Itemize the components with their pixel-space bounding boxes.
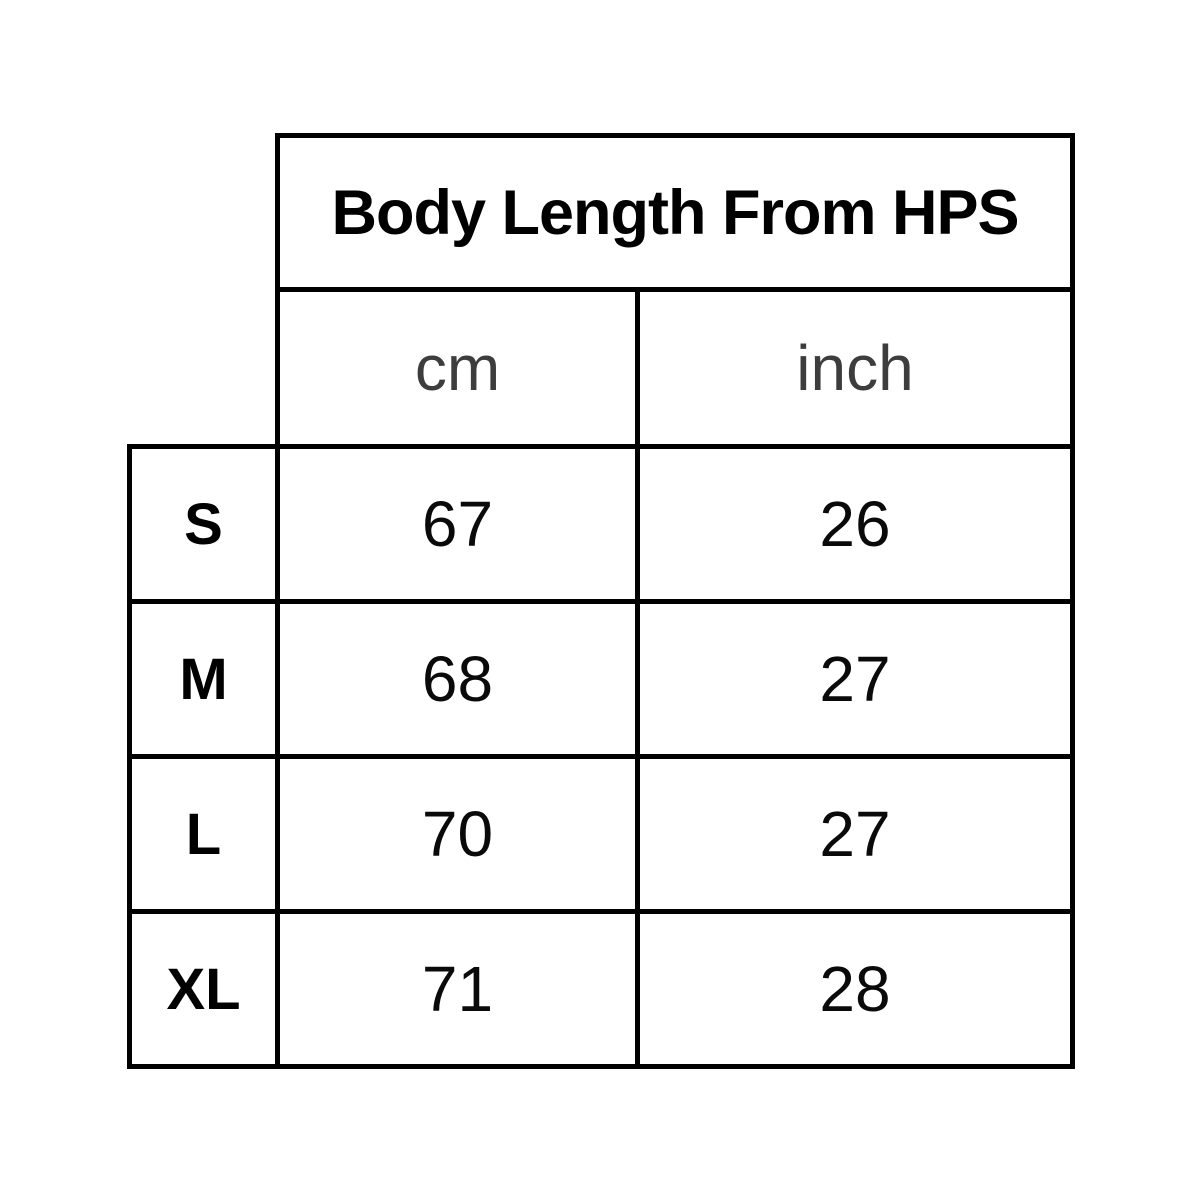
- cm-value: 70: [278, 757, 638, 912]
- inch-value: 27: [638, 757, 1073, 912]
- size-chart-table: [127, 133, 1075, 1069]
- table-row-s: [130, 447, 1073, 602]
- inch-value: 27: [638, 602, 1073, 757]
- size-label: S: [130, 447, 278, 602]
- cm-value: 68: [278, 602, 638, 757]
- blank-corner-cell: [130, 136, 278, 290]
- size-label: L: [130, 757, 278, 912]
- title-row: [130, 136, 1073, 290]
- size-label: XL: [130, 912, 278, 1067]
- blank-corner-cell: [130, 290, 278, 447]
- cm-value: 71: [278, 912, 638, 1067]
- unit-header-row: [130, 290, 1073, 447]
- inch-value: 26: [638, 447, 1073, 602]
- table-row-m: [130, 602, 1073, 757]
- cm-value: 67: [278, 447, 638, 602]
- table-row-xl: [130, 912, 1073, 1067]
- column-header-cm: cm: [278, 290, 638, 447]
- chart-title: Body Length From HPS: [278, 136, 1073, 290]
- size-label: M: [130, 602, 278, 757]
- column-header-inch: inch: [638, 290, 1073, 447]
- inch-value: 28: [638, 912, 1073, 1067]
- table-row-l: [130, 757, 1073, 912]
